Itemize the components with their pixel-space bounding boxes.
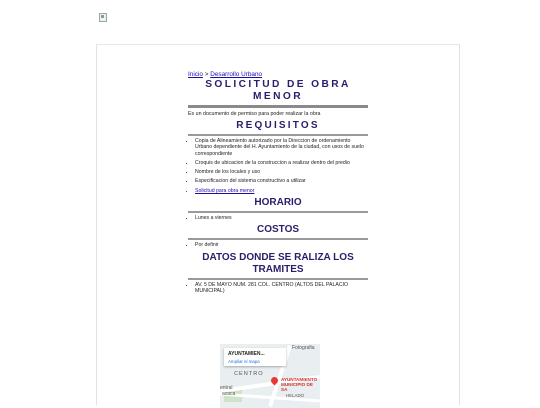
map-place-card bbox=[224, 348, 286, 366]
page-title-line1: SOLICITUD DE OBRA bbox=[205, 79, 351, 90]
breadcrumb-current-link[interactable]: Desarrollo Urbano bbox=[210, 71, 263, 78]
page-title bbox=[188, 79, 368, 103]
costos-heading: COSTOS bbox=[256, 224, 300, 236]
map-label-fotografia: Fotografia bbox=[292, 345, 315, 351]
map-label-helado: HELADO bbox=[286, 393, 305, 398]
breadcrumb bbox=[188, 71, 368, 79]
list-item: • Por definir bbox=[195, 242, 368, 248]
divider bbox=[188, 278, 368, 280]
list-item: • Croquis de ubicacion de la construccion a realizar dentro del predio bbox=[195, 160, 368, 166]
datos-heading-line2: TRAMITES bbox=[252, 263, 304, 275]
map-pin-label-line1: AYUNTAMIENTO bbox=[281, 377, 318, 382]
page-description: Es un documento de permiso para poder realizar la obra bbox=[188, 111, 321, 117]
solicitud-link[interactable]: Solicitud para obra menor bbox=[195, 187, 255, 194]
requisitos-list bbox=[188, 138, 368, 194]
page-title-line2: MENOR bbox=[253, 91, 303, 102]
map-pin-label-line2: MUNICIPIO DE SA bbox=[281, 382, 313, 392]
list-item: • Lunes a viernes bbox=[195, 215, 368, 221]
breadcrumb-separator: > bbox=[202, 71, 211, 78]
requisitos-heading: REQUISITOS bbox=[236, 120, 320, 131]
divider bbox=[188, 105, 368, 108]
list-item: • Especificacion del sistema constructivo a utilizar bbox=[195, 178, 368, 184]
map-place-title: AYUNTAMIEN... bbox=[228, 351, 265, 357]
map-label-centro: CENTRO bbox=[234, 371, 264, 377]
datos-list bbox=[188, 282, 368, 295]
list-item: • Nombre de los locales y uso bbox=[195, 169, 368, 175]
map-enlarge-link[interactable]: Ampliar el mapa bbox=[228, 359, 260, 364]
divider bbox=[188, 238, 368, 240]
main-content bbox=[188, 71, 368, 398]
broken-image-icon bbox=[99, 13, 107, 22]
content-frame bbox=[96, 44, 460, 405]
list-item: • Copia de Alineamiento autorizado por la Direccion de ordenamiento Urbano dependiente del H. Ayuntamiento de la ciudad, con usos de suelo correspondiente bbox=[195, 138, 368, 157]
horario-list bbox=[188, 215, 368, 221]
datos-heading-line1: DATOS DONDE SE RALIZA LOS bbox=[202, 251, 354, 263]
map-label-oaxaca: axaca bbox=[222, 391, 236, 397]
horario-heading: HORARIO bbox=[254, 197, 302, 209]
breadcrumb-home-link[interactable]: Inicio bbox=[188, 71, 203, 78]
datos-heading bbox=[188, 252, 368, 276]
list-item bbox=[195, 188, 368, 194]
map-pin-label bbox=[281, 377, 320, 392]
list-item: • AV. 5 DE MAYO NUM. 281 COL. CENTRO (ALTOS DEL PALACIO MUNICIPAL) bbox=[195, 282, 368, 295]
embedded-map[interactable] bbox=[220, 344, 320, 408]
divider bbox=[188, 211, 368, 213]
divider bbox=[188, 134, 368, 136]
map-label-central: entral bbox=[220, 385, 233, 391]
costos-list bbox=[188, 242, 368, 248]
